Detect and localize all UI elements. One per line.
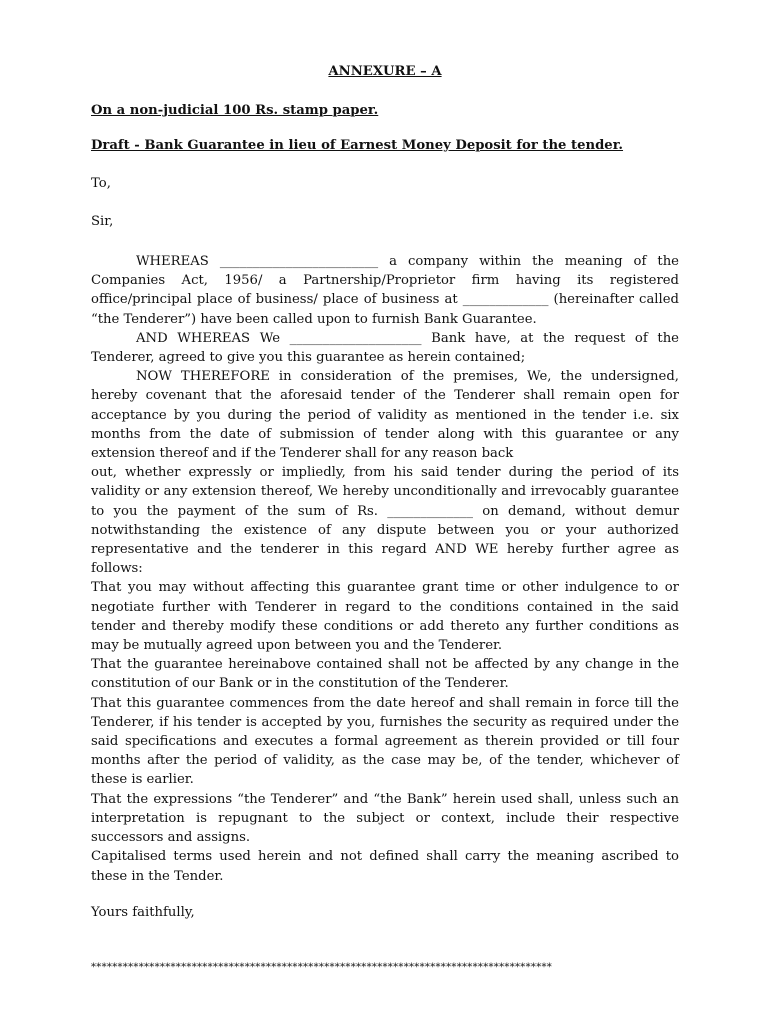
paragraph-constitution: That the guarantee hereinabove contained shall not be affected by any change in the constitution of our Bank or in the constitution of the Tenderer. [91, 657, 679, 692]
paragraph-whereas: WHEREAS ________________________ a company within the meaning of the Companies Act, 1956/ a Partnership/Proprietor firm having its registered office/principal place of business/ place of business at _____________ (hereinafter called “the Tenderer”) have been called upon to furnish Bank Guarantee. [91, 254, 679, 327]
paragraph-indulgence: That you may without affecting this guarantee grant time or other indulgence to or negotiate further with Tenderer in regard to the conditions contained in the said tender and thereby modify these conditions or add thereto any further conditions as may be mutually agreed upon between you and the Tenderer. [91, 580, 679, 654]
draft-title: Draft - Bank Guarantee in lieu of Earnest Money Deposit for the tender. [91, 138, 624, 153]
separator-stars: *************************************************************************************** [91, 962, 553, 973]
guarantee-body [91, 252, 679, 886]
paragraph-commencement: That this guarantee commences from the date hereof and shall remain in force till the Tenderer, if his tender is accepted by you, furnishes the security as required under the said specifications and executes a formal agreement as therein provided or till four months after the period of validity, as the case may be, of the tender, whichever of these is earlier. [91, 695, 679, 788]
salutation-sir: Sir, [91, 214, 114, 229]
paragraph-expressions: That the expressions “the Tenderer” and “the Bank” herein used shall, unless such an interpretation is repugnant to the subject or context, include their respective successors and assigns. [91, 791, 679, 846]
paragraph-now-therefore: NOW THEREFORE in consideration of the premises, We, the undersigned, hereby covenant that the aforesaid tender of the Tenderer shall remain open for acceptance by you during the period of validity as mentioned in the tender i.e. six months from the date of submission of tender along with this guarantee or any extension thereof and if the Tenderer shall for any reason back [91, 369, 679, 462]
paragraph-and-whereas: AND WHEREAS We ____________________ Bank have, at the request of the Tenderer, agreed to give you this guarantee as herein contained; [91, 330, 679, 366]
paragraph-capitalised-terms: Capitalised terms used herein and not defined shall carry the meaning ascribed to these in the Tender. [91, 849, 679, 884]
stamp-paper-note: On a non-judicial 100 Rs. stamp paper. [91, 103, 379, 118]
paragraph-continuation: out, whether expressly or impliedly, from his said tender during the period of its validity or any extension thereof, We hereby unconditionally and irrevocably guarantee to you the payment of the sum of Rs. _____________ on demand, without demur notwithstanding the existence of any dispute between you or your authorized representative and the tenderer in this regard AND WE hereby further agree as follows: [91, 465, 679, 577]
annexure-title: ANNEXURE – A [328, 64, 442, 79]
closing-yours-faithfully: Yours faithfully, [91, 905, 195, 920]
salutation-to: To, [91, 176, 111, 191]
